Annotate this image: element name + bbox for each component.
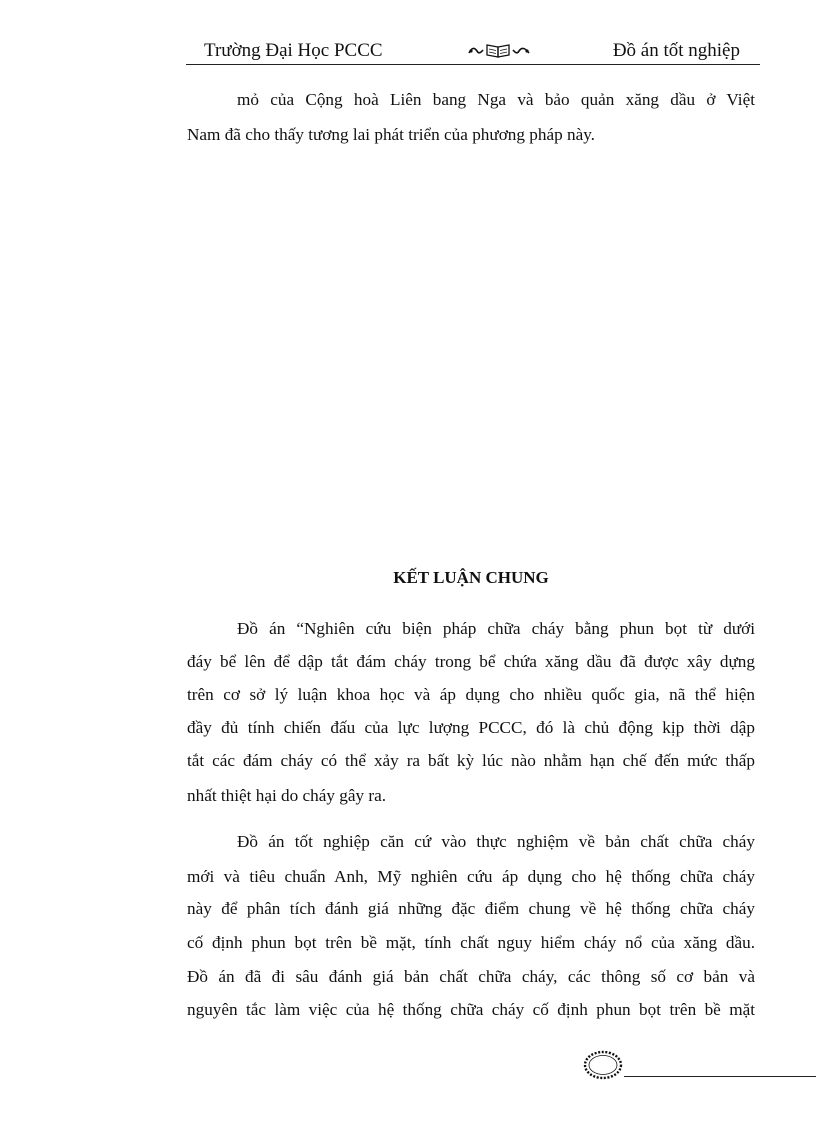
text-line: mỏ của Cộng hoà Liên bang Nga và bảo quản xăng dầu ở Việt [237,90,755,109]
text-line: nhất thiệt hại do cháy gây ra. [187,786,387,805]
section-title: KẾT LUẬN CHUNG [393,568,549,587]
text-line: mới và tiêu chuẩn Anh, Mỹ nghiên cứu áp dụng cho hệ thống chữa cháy [187,867,755,886]
text-line: cố định phun bọt trên bề mặt, tính chất nguy hiểm cháy nổ của xăng dầu. [187,933,755,952]
text-line: tắt các đám cháy có thể xảy ra bất kỳ lúc nào nhằm hạn chế đến mức thấp [187,751,755,770]
text-line: Đồ án tốt nghiệp căn cứ vào thực nghiệm về bản chất chữa cháy [237,832,755,851]
text-line: trên cơ sở lý luận khoa học và áp dụng cho nhiều quốc gia, nã thể hiện [187,685,755,704]
book-ornament-icon [467,41,531,59]
text-line: đáy bể lên để dập tắt đám cháy trong bể chứa xăng dầu đã được xây dựng [187,652,755,671]
header-document-type: Đồ án tốt nghiệp [612,40,740,61]
text-line: này để phân tích đánh giá những đặc điểm chung về hệ thống chữa cháy [187,899,755,918]
footer-rule [624,1076,816,1077]
text-line: Đồ án đã đi sâu đánh giá bản chất chữa cháy, các thông số cơ bản và [187,967,755,986]
wreath-ornament-icon [580,1047,626,1083]
text-line: đầy đủ tính chiến đấu của lực lượng PCCC, đó là chủ động kịp thời dập [187,718,755,737]
page-header [186,38,760,65]
header-school-name: Trường Đại Học PCCC [204,40,383,61]
text-line: nguyên tắc làm việc của hệ thống chữa cháy cố định phun bọt trên bề mặt [187,1000,755,1019]
text-line: Đồ án “Nghiên cứu biện pháp chữa cháy bằng phun bọt từ dưới [237,619,755,638]
text-line: Nam đã cho thấy tương lai phát triển của phương pháp này. [187,125,595,144]
